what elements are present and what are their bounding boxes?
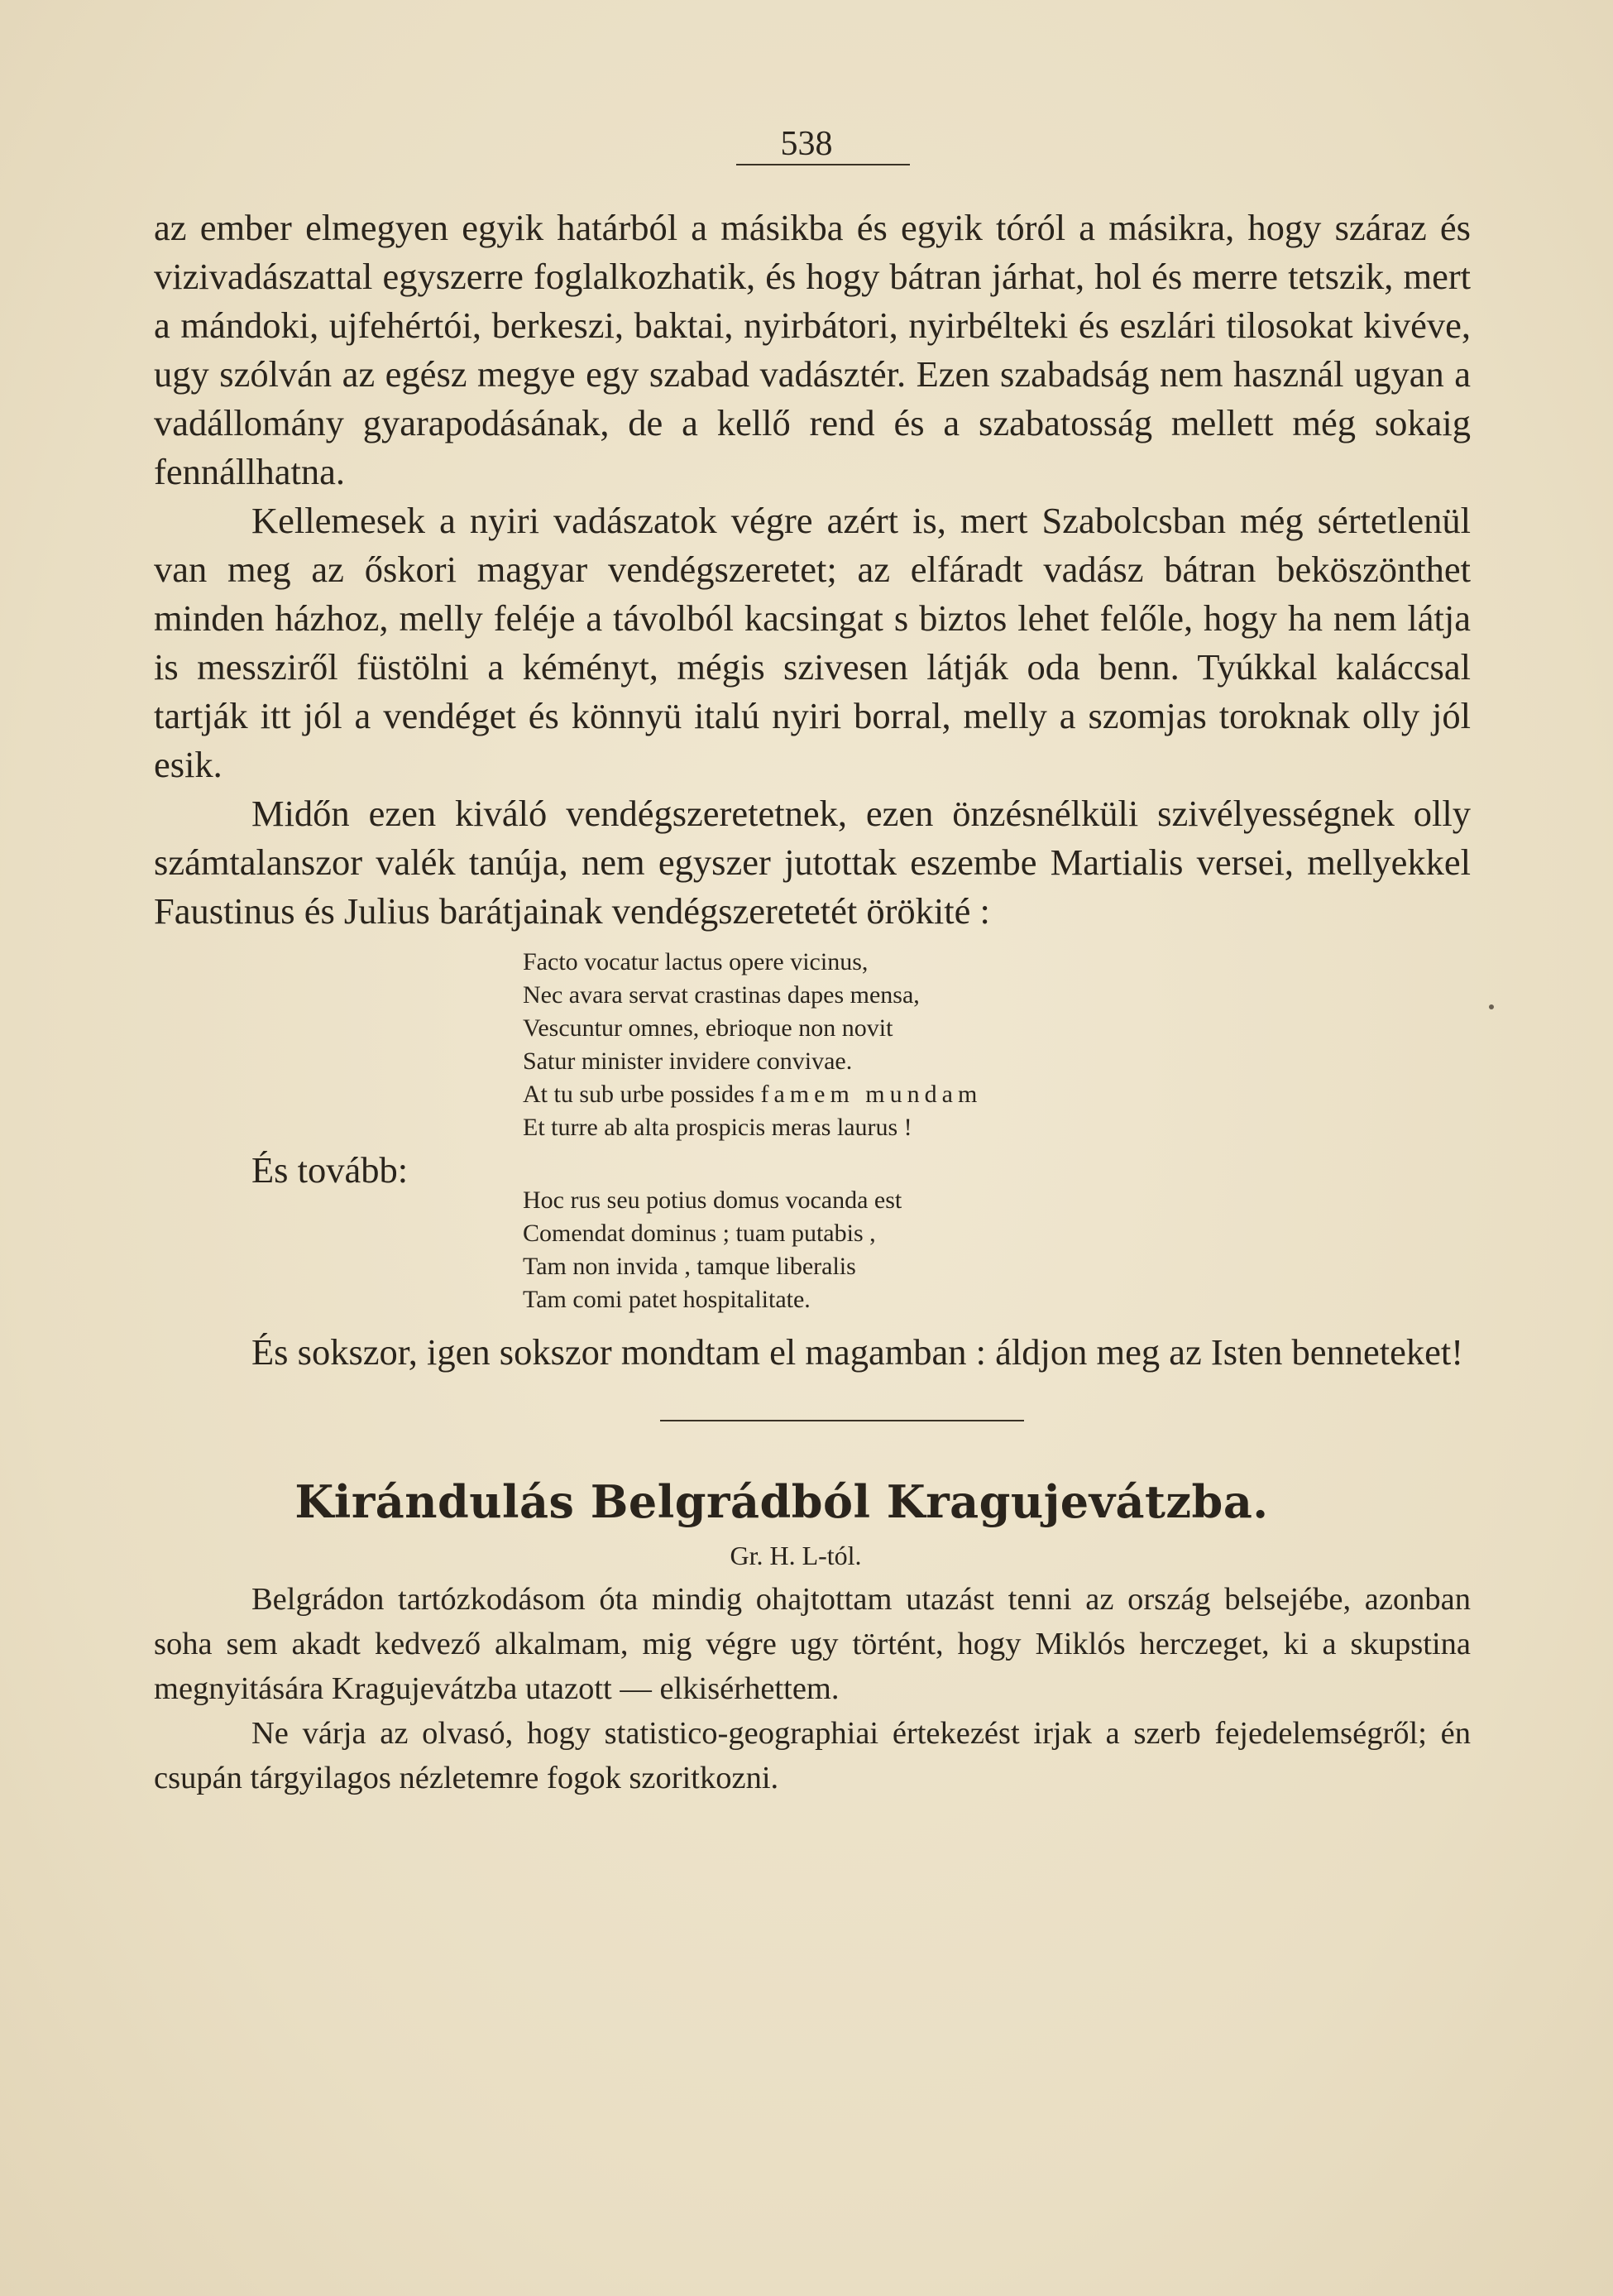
verse-line: Comendat dominus ; tuam putabis ,: [523, 1220, 876, 1247]
latin-verse-2: [523, 1144, 1471, 1316]
article-title: Kirándulás Belgrádból Kragujevátzba.: [294, 1475, 1269, 1528]
paragraph-martialis: Midőn ezen kiváló vendégszeretetnek, ezen önzésnélküli szivélyességnek olly számtalanszor valék tanúja, nem egyszer jutottak eszembe Martialis versei, mellyekkel Faustinus és Julius barátjainak vendégszeretetét örökité :: [154, 793, 1471, 932]
section-divider: [660, 1420, 1024, 1421]
verse-line: Tam comi patet hospitalitate.: [523, 1286, 811, 1313]
verse-line: Facto vocatur lactus opere vicinus,: [523, 948, 869, 975]
verse-line: Et turre ab alta prospicis meras laurus !: [523, 1114, 912, 1141]
verse-line-start: At tu sub urbe possides: [523, 1081, 754, 1108]
page-body: [154, 204, 1471, 1800]
page-number: 538: [780, 125, 833, 163]
latin-verse-1: [523, 946, 1471, 1144]
verse-line: Satur minister invidere convivae.: [523, 1047, 853, 1075]
article-byline: Gr. H. L-tól.: [730, 1541, 862, 1570]
verse-2-wrapper: [154, 1144, 1471, 1316]
page-number-rule: [736, 164, 910, 165]
ink-speck: [1489, 1004, 1494, 1009]
verse-line: Tam non invida , tamque liberalis: [523, 1253, 856, 1280]
verse-line: Nec avara servat crastinas dapes mensa,: [523, 981, 920, 1009]
article-paragraph: Belgrádon tartózkodásom óta mindig ohajtottam utazást tenni az ország belsejébe, azonban soha sem akadt kedvező alkalmam, mig végre ugy történt, hogy Miklós herczeget, ki a skupstina megnyitására Kragujevátzba utazott — elkisérhettem.: [154, 1582, 1471, 1706]
verse-line: Hoc rus seu potius domus vocanda est: [523, 1186, 902, 1214]
article-paragraph: Ne várja az olvasó, hogy statistico-geographiai értekezést irjak a szerb fejedelemségről; én csupán tárgyilagos nézletemre fogok szoritkozni.: [154, 1716, 1471, 1795]
es-tovabb-label: És tovább:: [251, 1149, 409, 1191]
emphasized-phrase: famem mundam: [760, 1081, 983, 1108]
paragraph-hunting-grounds: az ember elmegyen egyik határból a másikba és egyik tóról a másikra, hogy száraz és vizivadászattal egyszerre foglalkozhatik, és hogy bátran járhat, hol és merre tetszik, mert a mándoki, ujfehértói, berkeszi, baktai, nyirbátori, nyirbélteki és eszlári tilosokat kivéve, ugy szólván az egész megye egy szabad vadásztér. Ezen szabadság nem használ ugyan a vadállomány gyarapodásának, de a kellő rend és a szabatosság mellett még sokaig fennállhatna.: [154, 207, 1471, 492]
paragraph-hospitality: Kellemesek a nyiri vadászatok végre azért is, mert Szabolcsban még sértetlenül van meg az őskori magyar vendégszeretet; az elfáradt vadász bátran beköszönthet minden házhoz, melly feléje a távolból kacsingat s biztos lehet felőle, hogy ha nem látja is messziről füstölni a kéményt, mégis szivesen látják oda benn. Tyúkkal kaláccsal tartják itt jól a vendéget és könnyü italú nyiri borral, melly a szomjas toroknak olly jól esik.: [154, 500, 1471, 785]
paragraph-closing: És sokszor, igen sokszor mondtam el magamban : áldjon meg az Isten benneteket!: [251, 1331, 1464, 1373]
verse-line: [523, 1078, 1471, 1111]
verse-line: Vescuntur omnes, ebrioque non novit: [523, 1014, 893, 1042]
